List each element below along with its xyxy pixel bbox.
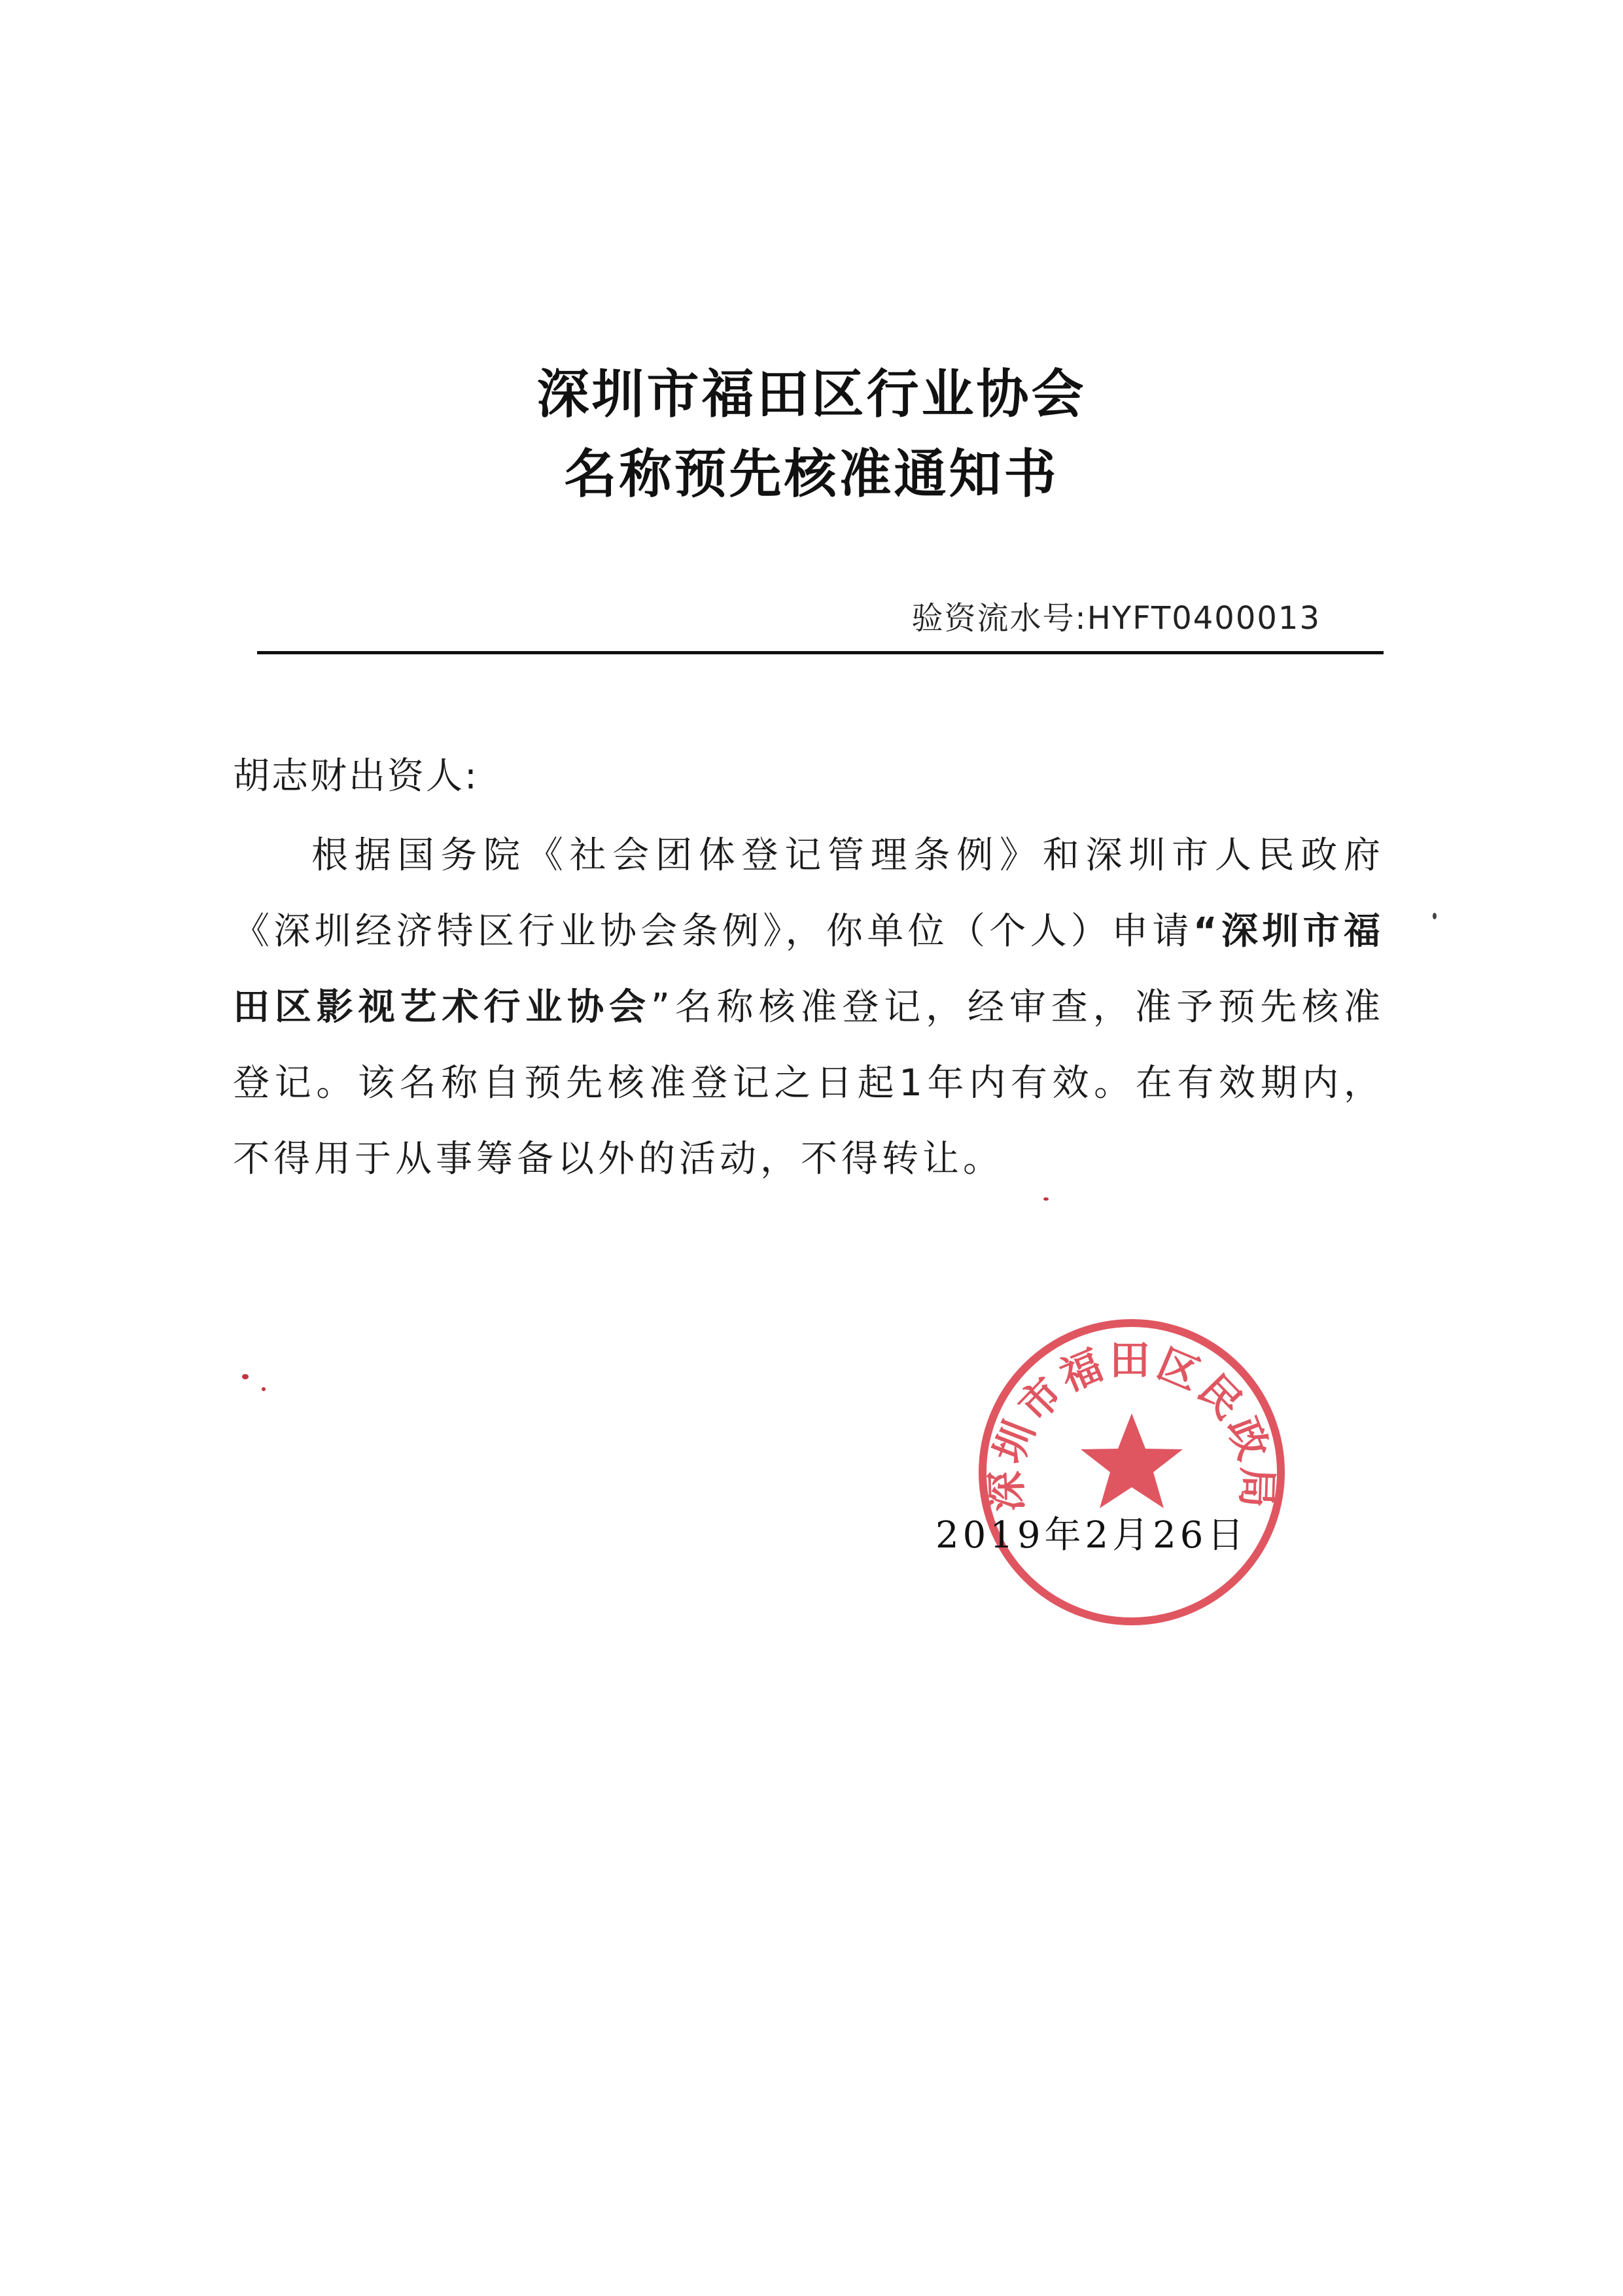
serial-value: HYFT0400013	[1087, 600, 1321, 637]
salutation: 胡志财出资人:	[233, 755, 479, 798]
organization-name: 深圳市福田区影视艺术行业协会	[233, 910, 1384, 1029]
document-title-line1: 深圳市福田区行业协会	[536, 364, 1087, 425]
scan-speck	[1433, 913, 1437, 919]
body-part2: 名称核准登记，经审查，准予预先核准登记。该名称自预先核准登记之日起1年内有效。在有效期内，不得用于从事筹备以外的活动，不得转让。	[233, 986, 1385, 1180]
issue-date: 2019年2月26日	[935, 1514, 1248, 1557]
seal-text: 深圳市福田区民政局	[982, 1336, 1282, 1513]
seal-star-icon	[1081, 1413, 1183, 1508]
quote-open: “	[1193, 910, 1221, 953]
body-part1: 根据国务院《社会团体登记管理条例》和深圳市人民政府《深圳经济特区行业协会条例》，你单位（个人）申请	[233, 834, 1384, 953]
serial-number	[912, 593, 1321, 638]
scan-speck	[262, 1387, 266, 1391]
quote-close: ”	[650, 986, 674, 1029]
notice-body	[233, 818, 1384, 1197]
serial-label: 验资流水号:	[911, 600, 1087, 637]
scan-speck	[242, 1374, 249, 1379]
scan-speck	[1043, 1197, 1049, 1201]
header-rule	[257, 651, 1384, 654]
document-title-line2: 名称预先核准通知书	[564, 444, 1059, 504]
official-seal	[975, 1315, 1289, 1629]
